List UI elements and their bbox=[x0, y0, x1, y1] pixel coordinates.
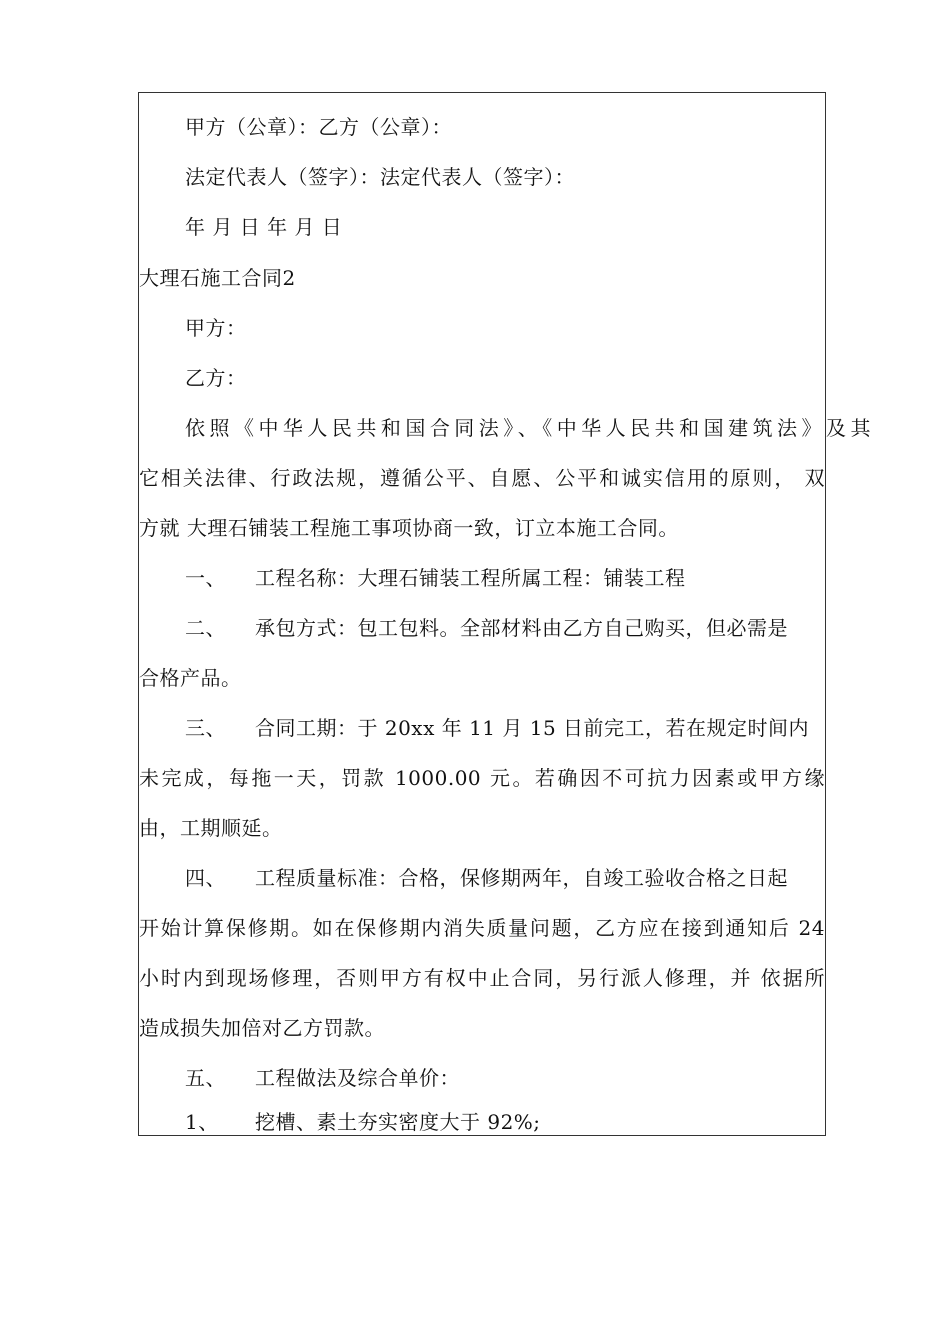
party-b-label: 乙方： bbox=[185, 366, 247, 390]
clause-number: 五、 bbox=[185, 1066, 226, 1090]
contract-title: 大理石施工合同2 bbox=[139, 266, 296, 290]
party-a-label: 甲方： bbox=[185, 316, 247, 340]
clause-1 bbox=[139, 564, 875, 592]
clause-text-continued: 由，工期顺延。 bbox=[139, 816, 283, 840]
clause-text-continued: 开始计算保修期。如在保修期内消失质量问题，乙方应在接到通知后 24 bbox=[139, 916, 825, 940]
clause-3 bbox=[139, 714, 875, 742]
subclause-1 bbox=[139, 1108, 875, 1136]
clause-2 bbox=[139, 614, 875, 642]
dates-line: 年 月 日 年 月 日 bbox=[185, 215, 343, 239]
legal-reps-line: 法定代表人（签字）：法定代表人（签字）： bbox=[185, 165, 575, 189]
preamble-line: 方就 大理石铺装工程施工事项协商一致，订立本施工合同。 bbox=[139, 516, 679, 540]
clause-text: 工程名称：大理石铺装工程所属工程：铺装工程 bbox=[255, 566, 686, 590]
clause-number: 三、 bbox=[185, 716, 226, 740]
clause-text: 挖槽、素土夯实密度大于 92%; bbox=[255, 1110, 541, 1134]
clause-number: 1、 bbox=[185, 1110, 219, 1134]
clause-number: 二、 bbox=[185, 616, 226, 640]
clause-text-continued: 合格产品。 bbox=[139, 666, 242, 690]
preamble-line: 依照《中华人民共和国合同法》、《中华人民共和国建筑法》及其 bbox=[185, 416, 871, 440]
clause-number: 一、 bbox=[185, 566, 226, 590]
clause-text: 工程质量标准：合格，保修期两年，自竣工验收合格之日起 bbox=[255, 866, 788, 890]
clause-text-continued: 小时内到现场修理，否则甲方有权中止合同，另行派人修理，并 依据所 bbox=[139, 966, 825, 990]
clause-text: 承包方式：包工包料。全部材料由乙方自己购买，但必需是 bbox=[255, 616, 788, 640]
clause-number: 四、 bbox=[185, 866, 226, 890]
party-seals-line: 甲方（公章）：乙方（公章）： bbox=[185, 115, 452, 139]
clause-text-continued: 造成损失加倍对乙方罚款。 bbox=[139, 1016, 385, 1040]
clause-4 bbox=[139, 864, 875, 892]
preamble-line: 它相关法律、行政法规，遵循公平、自愿、公平和诚实信用的原则， 双 bbox=[139, 466, 825, 490]
clause-text: 合同工期：于 20xx 年 11 月 15 日前完工，若在规定时间内 bbox=[255, 716, 810, 740]
clause-text-continued: 未完成，每拖一天，罚款 1000.00 元。若确因不可抗力因素或甲方缘 bbox=[139, 766, 825, 790]
clause-text: 工程做法及综合单价： bbox=[255, 1066, 460, 1090]
clause-5 bbox=[139, 1064, 875, 1092]
